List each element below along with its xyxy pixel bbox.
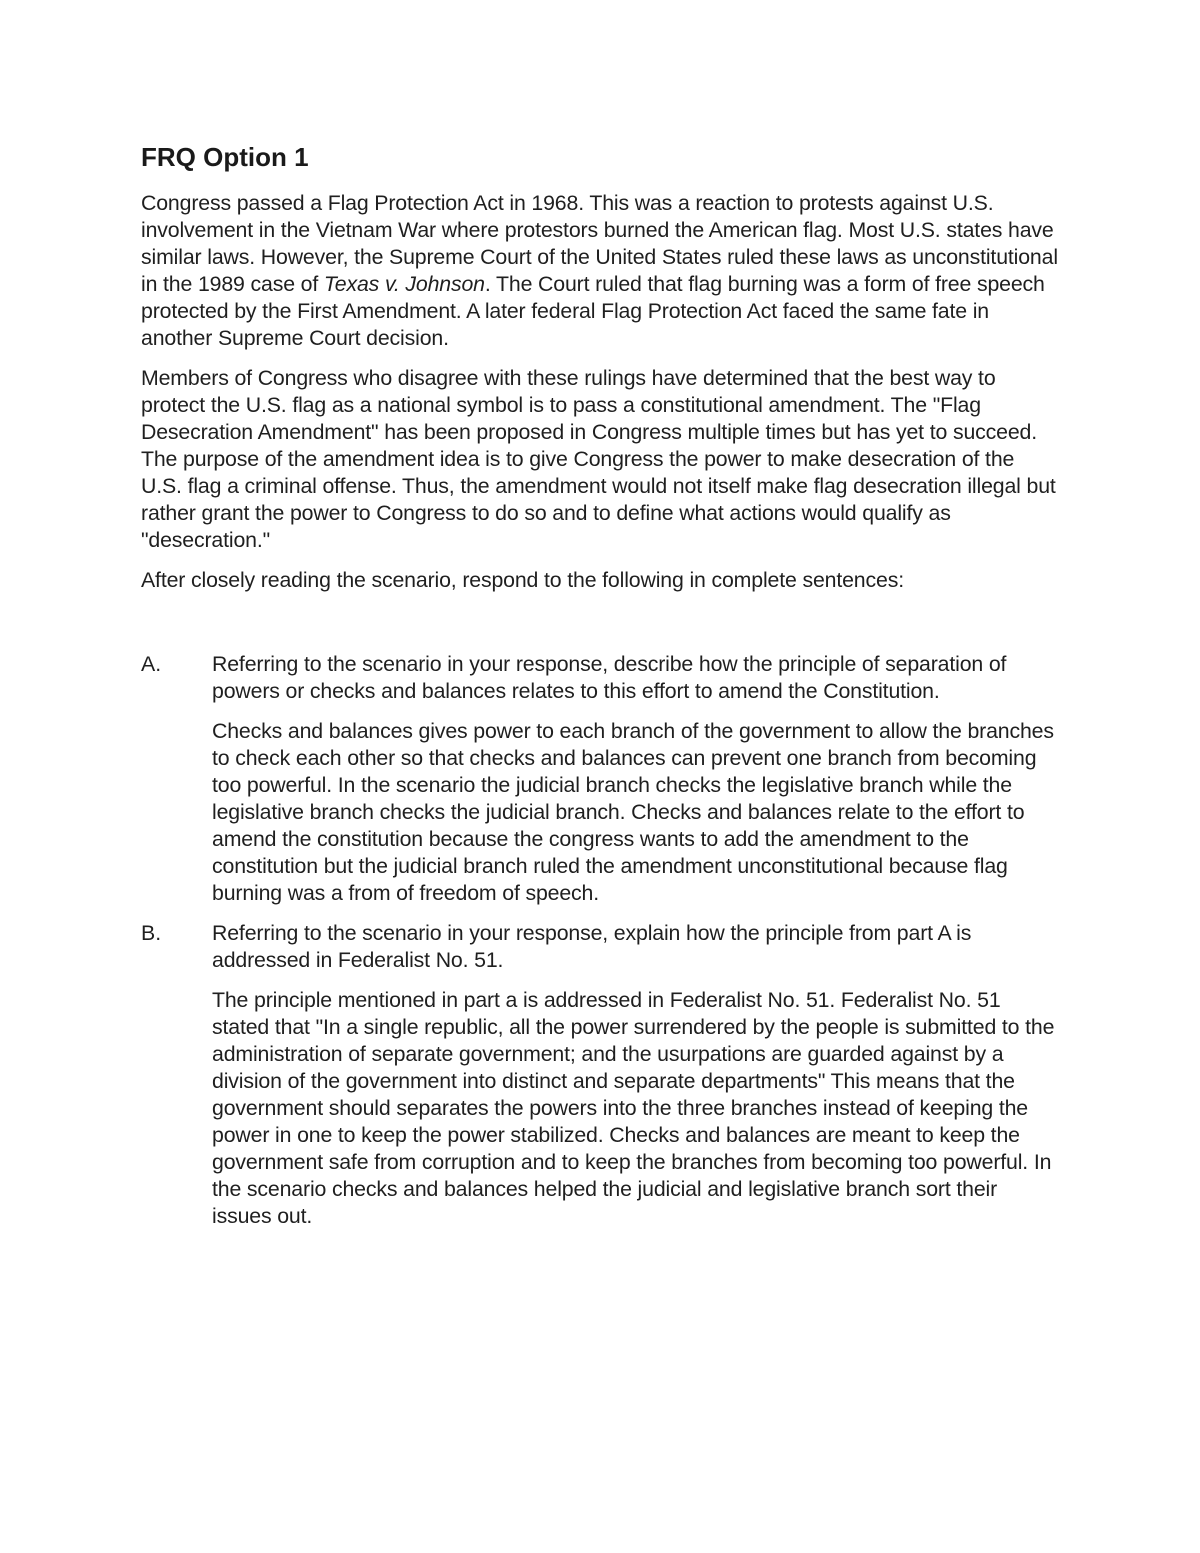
question-answer: Checks and balances gives power to each branch of the government to allow the branches to check each other so that checks and balances can prevent one branch from becoming too powerful. In the scenario the judicial branch checks the legislative branch while the legislative branch checks the judicial branch. Checks and balances relate to the effort to amend the constitution because the congress wants to add the amendment to the constitution but the judicial branch ruled the amendment unconstitutional because flag burning was a from of freedom of speech. (212, 719, 1054, 905)
question-a (141, 651, 1059, 920)
document-title: FRQ Option 1 (141, 142, 309, 172)
question-prompt: Referring to the scenario in your response, explain how the principle from part A is addressed in Federalist No. 51. (212, 921, 972, 972)
spacer (141, 607, 1059, 651)
question-answer: The principle mentioned in part a is addressed in Federalist No. 51. Federalist No. 51 stated that "In a single republic, all the power surrendered by the people is submitted to the administration of separate government; and the usurpations are guarded against by a division of the government into distinct and separate departments" This means that the government should separates the powers into the three branches instead of keeping the power in one to keep the power stabilized. Checks and balances are meant to keep the government safe from corruption and to keep the branches from becoming too powerful. In the scenario checks and balances helped the judicial and legislative branch sort their issues out. (212, 988, 1055, 1228)
question-letter: B. (141, 921, 162, 945)
question-prompt: Referring to the scenario in your response, describe how the principle of separation of powers or checks and balances relates to this effort to amend the Constitution. (212, 652, 1007, 703)
scenario-paragraph-2: Members of Congress who disagree with these rulings have determined that the best way to protect the U.S. flag as a national symbol is to pass a constitutional amendment. The "Flag Desecration Amendment" has been proposed in Congress multiple times but has yet to succeed. The purpose of the amendment idea is to give Congress the power to make desecration of the U.S. flag a criminal offense. Thus, the amendment would not itself make flag desecration illegal but rather grant the power to Congress to do so and to define what actions would qualify as "desecration." (141, 366, 1056, 552)
question-b (141, 920, 1059, 1243)
question-letter: A. (141, 652, 162, 676)
scenario-text: Congress passed a Flag Protection Act in 1968. This was a reaction to protests against U.S. involvement in the Vietnam War where protestors burned the American flag. Most U.S. states have similar laws. However, the Supreme Court of the United States ruled these laws as unconstitutional in the 1989 case of (141, 191, 1058, 296)
scenario-paragraph-1 (141, 190, 1059, 352)
instruction-text: After closely reading the scenario, respond to the following in complete sentences: (141, 568, 904, 592)
case-name: Texas v. Johnson (323, 272, 485, 296)
document-page (141, 140, 1059, 1243)
question-body (212, 651, 1059, 920)
scenario-text: . The Court ruled that flag burning was a form of free speech protected by the First Amendment. A later federal Flag Protection Act faced the same fate in another Supreme Court decision. (141, 272, 1045, 350)
question-body (212, 920, 1059, 1243)
